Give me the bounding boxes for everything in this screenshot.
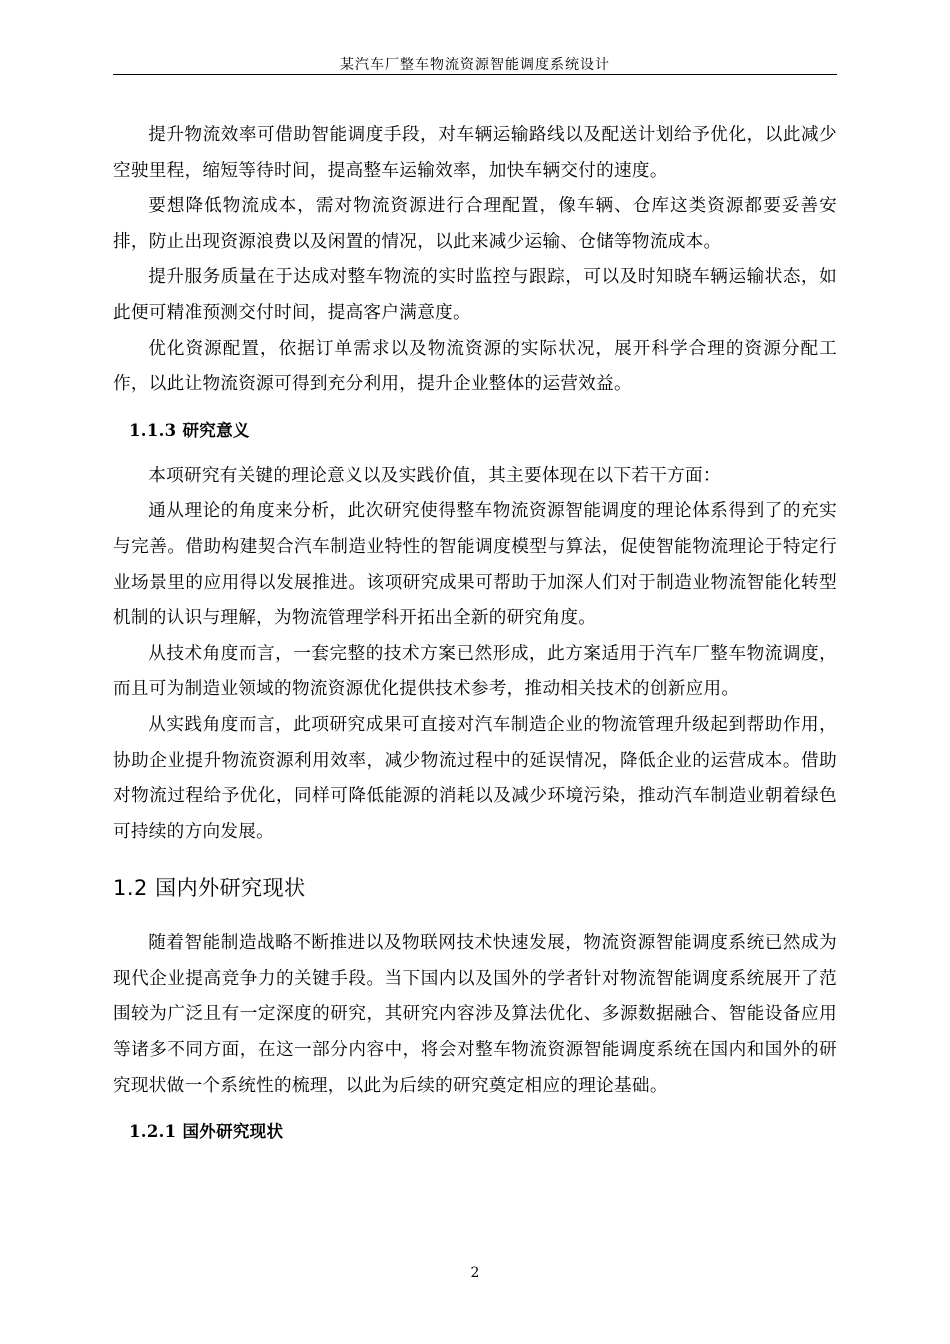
section-heading-1-2-1: 1.2.1 国外研究现状 (129, 1122, 284, 1142)
page-body (113, 118, 837, 1160)
page-number: 2 (470, 1265, 480, 1281)
paragraph: 要想降低物流成本，需对物流资源进行合理配置，像车辆、仓库这类资源都要妥善安排，防止出现资源浪费以及闲置的情况，以此来减少运输、仓储等物流成本。 (113, 196, 837, 252)
section-heading-1-2: 1.2 国内外研究现状 (113, 876, 306, 901)
running-header: 某汽车厂整车物流资源智能调度系统设计 (340, 57, 610, 73)
paragraph: 从实践角度而言，此项研究成果可直接对汽车制造企业的物流管理升级起到帮助作用，协助企业提升物流资源利用效率，减少物流过程中的延误情况，降低企业的运营成本。借助对物流过程给予优化，同样可降低能源的消耗以及减少环境污染，推动汽车制造业朝着绿色可持续的方向发展。 (113, 714, 837, 842)
paragraph: 从技术角度而言，一套完整的技术方案已然形成，此方案适用于汽车厂整车物流调度，而且可为制造业领域的物流资源优化提供技术参考，推动相关技术的创新应用。 (113, 643, 837, 700)
paragraph: 优化资源配置，依据订单需求以及物流资源的实际状况，展开科学合理的资源分配工作，以此让物流资源可得到充分利用，提升企业整体的运营效益。 (113, 338, 837, 395)
paragraph: 提升物流效率可借助智能调度手段，对车辆运输路线以及配送计划给予优化，以此减少空驶里程，缩短等待时间，提高整车运输效率，加快车辆交付的速度。 (113, 125, 837, 181)
paragraph: 随着智能制造战略不断推进以及物联网技术快速发展，物流资源智能调度系统已然成为现代企业提高竞争力的关键手段。当下国内以及国外的学者针对物流智能调度系统展开了范围较为广泛且有一定深度的研究，其研究内容涉及算法优化、多源数据融合、智能设备应用等诸多不同方面，在这一部分内容中，将会对整车物流资源智能调度系统在国内和国外的研究现状做一个系统性的梳理，以此为后续的研究奠定相应的理论基础。 (113, 933, 837, 1096)
header-rule (113, 74, 837, 75)
paragraph: 通从理论的角度来分析，此次研究使得整车物流资源智能调度的理论体系得到了的充实与完善。借助构建契合汽车制造业特性的智能调度模型与算法，促使智能物流理论于特定行业场景里的应用得以发展推进。该项研究成果可帮助于加深人们对于制造业物流智能化转型机制的认识与理解，为物流管理学科开拓出全新的研究角度。 (113, 501, 837, 629)
paragraph: 本项研究有关键的理论意义以及实践价值，其主要体现在以下若干方面： (148, 465, 721, 486)
paragraph: 提升服务质量在于达成对整车物流的实时监控与跟踪，可以及时知晓车辆运输状态，如此便可精准预测交付时间，提高客户满意度。 (113, 267, 837, 323)
section-heading-1-1-3: 1.1.3 研究意义 (129, 420, 250, 440)
